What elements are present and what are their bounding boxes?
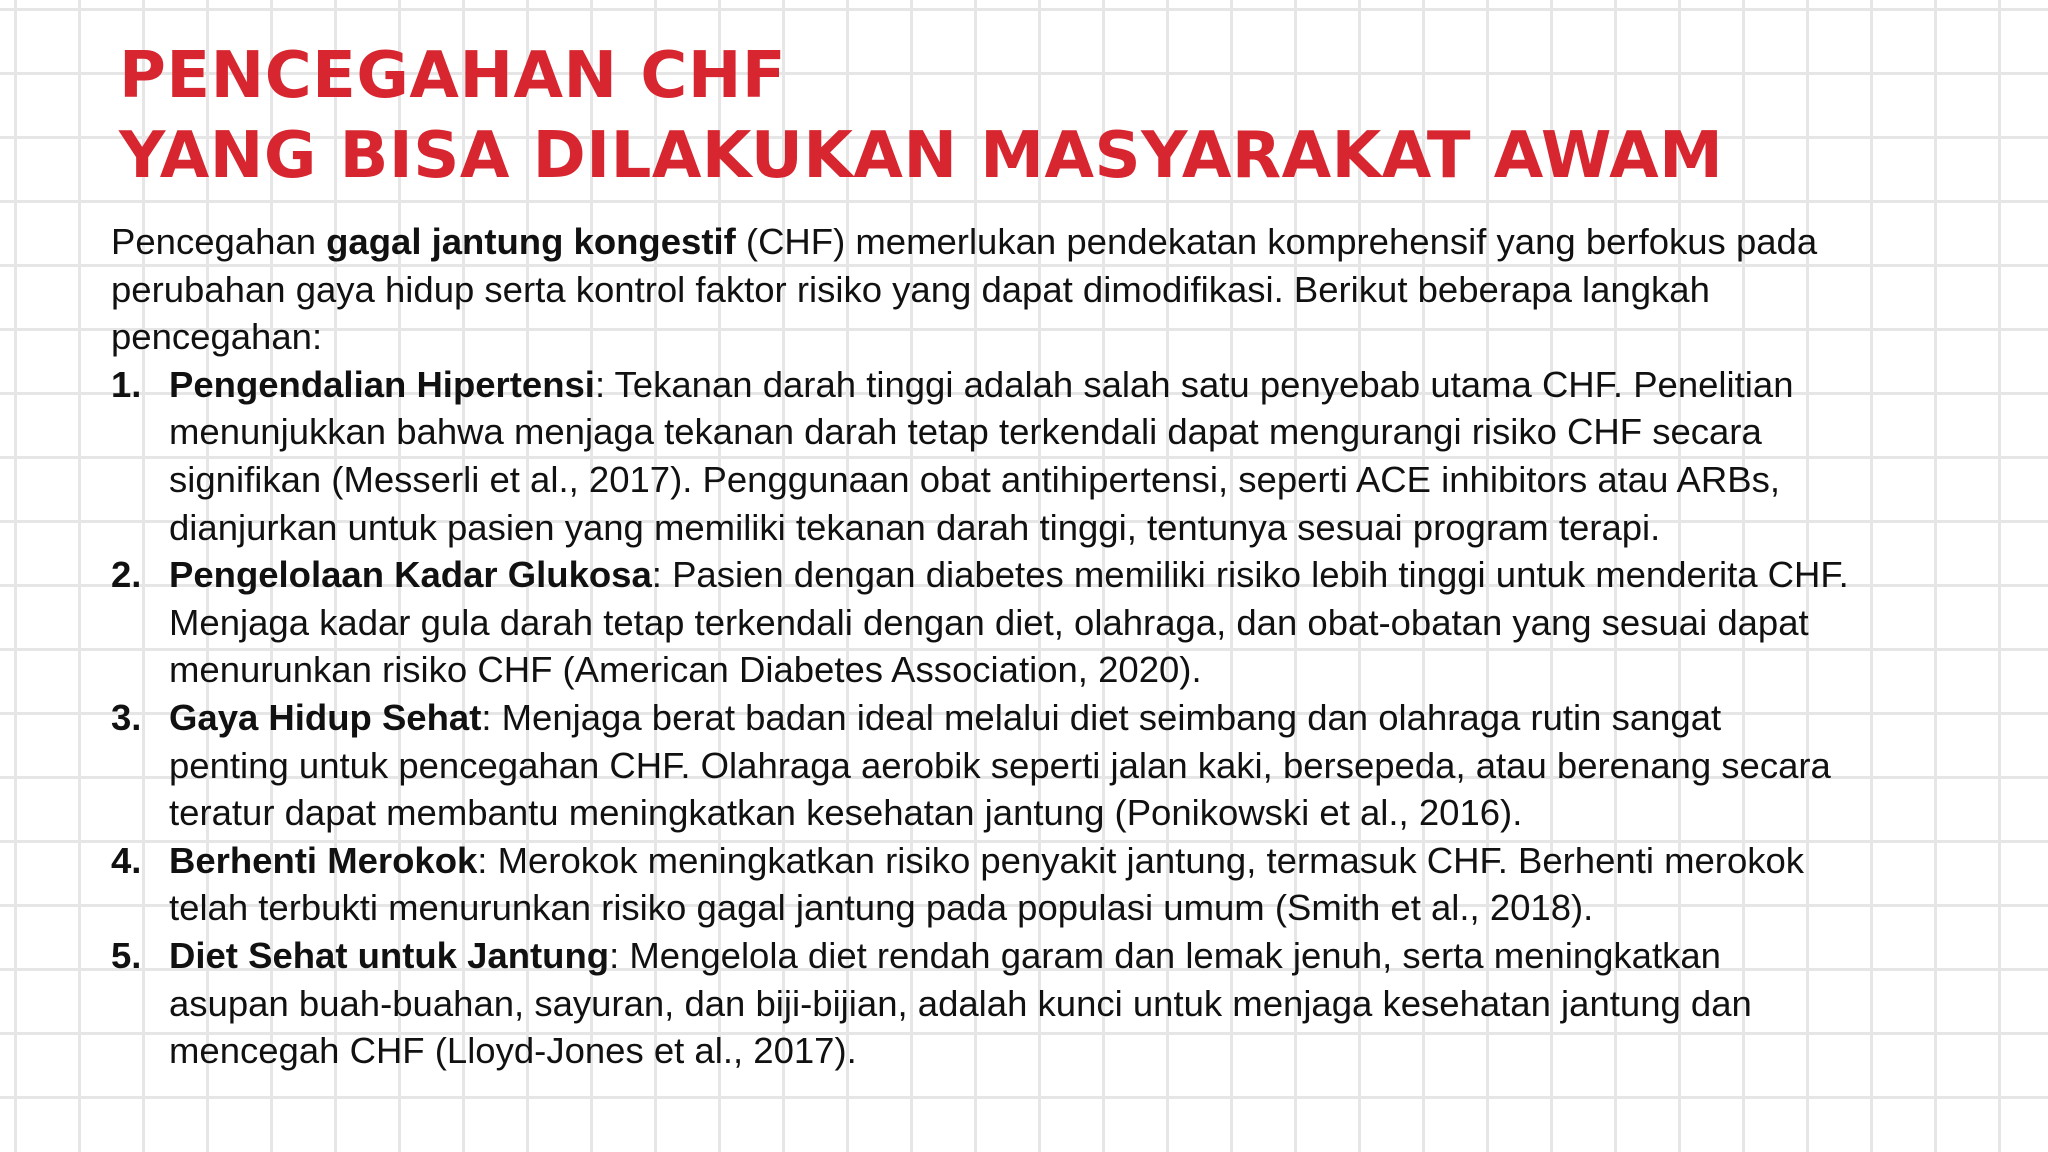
- list-item: [111, 551, 2011, 694]
- step-line: penting untuk pencegahan CHF. Olahraga aerobik seperti jalan kaki, bersepeda, atau berenang secara: [169, 744, 1831, 786]
- step-line: telah terbukti menurunkan risiko gagal jantung pada populasi umum (Smith et al., 2018).: [169, 887, 1594, 929]
- list-item: [111, 932, 2011, 1075]
- step-line: menunjukkan bahwa menjaga tekanan darah tetap terkendali dapat mengurangi risiko CHF secara: [169, 411, 1762, 453]
- step-line: Menjaga kadar gula darah tetap terkendali dengan diet, olahraga, dan obat-obatan yang sesuai dapat: [169, 601, 1809, 643]
- step-line: [169, 551, 2011, 599]
- step-text: : Merokok meningkatkan risiko penyakit jantung, termasuk CHF. Berhenti merokok: [477, 839, 1805, 881]
- intro-paragraph: [111, 218, 1991, 361]
- step-title: Pengendalian Hipertensi: [169, 363, 595, 405]
- step-title: Pengelolaan Kadar Glukosa: [169, 554, 652, 596]
- intro-after-bold: (CHF) memerlukan pendekatan komprehensif yang berfokus pada: [735, 221, 1818, 262]
- step-title: Diet Sehat untuk Jantung: [169, 934, 610, 976]
- step-number: 4.: [111, 839, 142, 881]
- step-line: dianjurkan untuk pasien yang memiliki tekanan darah tinggi, tentunya sesuai program terapi.: [169, 506, 1661, 548]
- step-text: : Mengelola diet rendah garam dan lemak jenuh, serta meningkatkan: [609, 934, 1721, 976]
- step-number: 5.: [111, 934, 142, 976]
- title-line-1: PENCEGAHAN CHF: [119, 39, 787, 113]
- slide-body: [111, 218, 2011, 1075]
- intro-bold-term: gagal jantung kongestif: [326, 221, 736, 262]
- step-text: : Pasien dengan diabetes memiliki risiko lebih tinggi untuk menderita CHF.: [651, 554, 1849, 596]
- list-item: [111, 837, 2011, 932]
- intro-line-3: pencegahan:: [111, 316, 323, 358]
- step-line: teratur dapat membantu meningkatkan kesehatan jantung (Ponikowski et al., 2016).: [169, 792, 1523, 834]
- step-title: Berhenti Merokok: [169, 839, 478, 881]
- intro-lead: Pencegahan: [111, 221, 327, 262]
- step-text: : Menjaga berat badan ideal melalui diet seimbang dan olahraga rutin sangat: [481, 696, 1722, 738]
- title-line-2: YANG BISA DILAKUKAN MASYARAKAT AWAM: [119, 119, 1724, 193]
- step-line: mencegah CHF (Lloyd-Jones et al., 2017).: [169, 1030, 857, 1072]
- step-line: [169, 361, 2011, 409]
- step-number: 2.: [111, 554, 142, 596]
- step-line: [169, 694, 2011, 742]
- step-title: Gaya Hidup Sehat: [169, 696, 482, 738]
- intro-line-1: [111, 218, 1991, 266]
- step-line: asupan buah-buahan, sayuran, dan biji-bijian, adalah kunci untuk menjaga kesehatan jantung dan: [169, 982, 1752, 1024]
- step-line: menurunkan risiko CHF (American Diabetes Association, 2020).: [169, 649, 1202, 691]
- slide-title: [119, 36, 1723, 196]
- intro-line-2: perubahan gaya hidup serta kontrol faktor risiko yang dapat dimodifikasi. Berikut beberapa langkah: [111, 268, 1710, 310]
- list-item: [111, 361, 2011, 551]
- step-line: signifikan (Messerli et al., 2017). Penggunaan obat antihipertensi, seperti ACE inhibitors atau ARBs,: [169, 458, 1780, 500]
- step-line: [169, 837, 2011, 885]
- step-number: 3.: [111, 696, 142, 738]
- step-line: [169, 932, 2011, 980]
- list-item: [111, 694, 2011, 837]
- step-number: 1.: [111, 363, 142, 405]
- step-text: : Tekanan darah tinggi adalah salah satu penyebab utama CHF. Penelitian: [594, 363, 1794, 405]
- prevention-steps-list: [111, 361, 2011, 1075]
